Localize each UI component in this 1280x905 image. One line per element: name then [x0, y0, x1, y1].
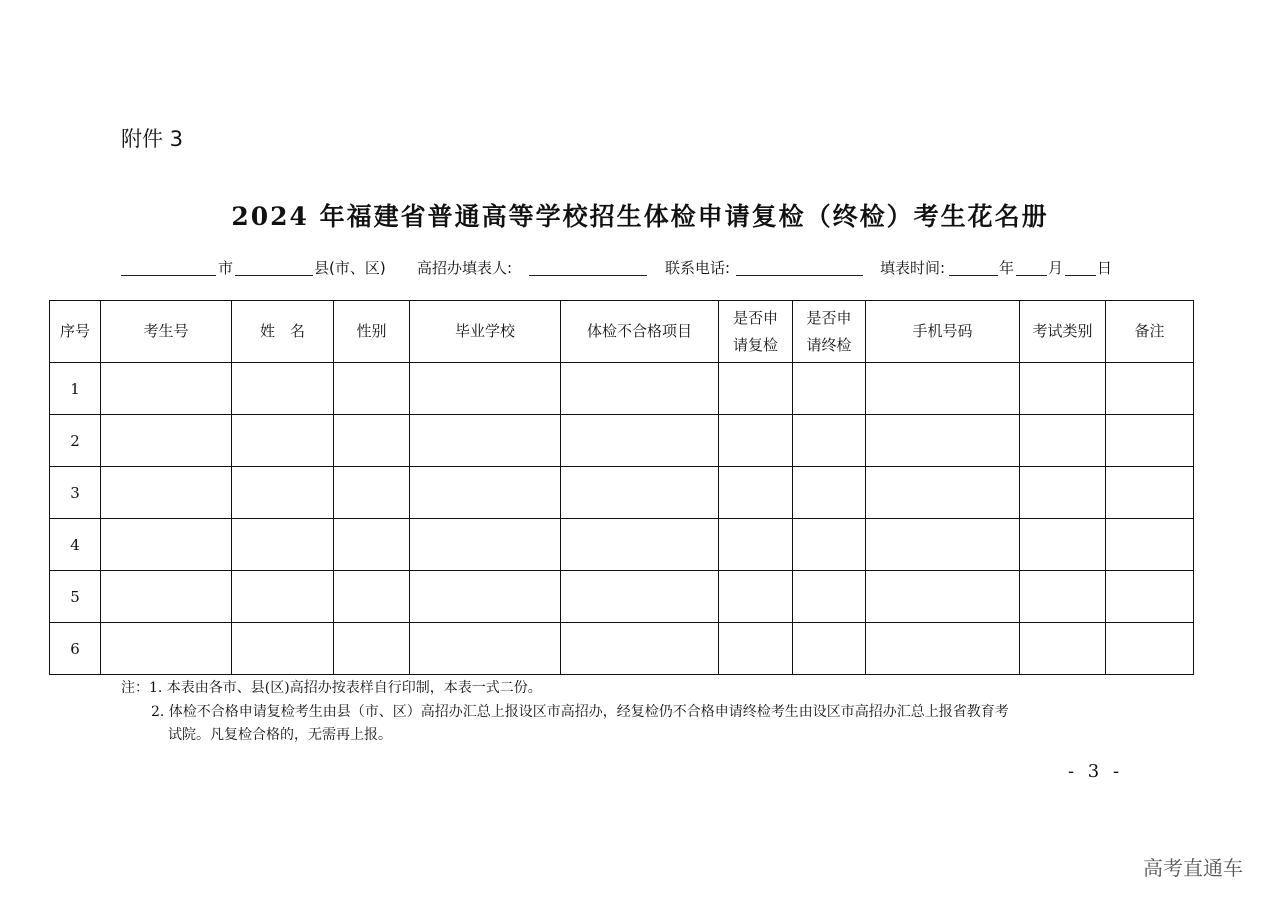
- cell-apply-final: [793, 623, 866, 675]
- fill-in-row: [121, 255, 1131, 279]
- row-number: 3: [50, 467, 101, 519]
- cell-gender: [334, 363, 410, 415]
- cell-apply-final: [793, 467, 866, 519]
- cell-exam-number: [101, 519, 232, 571]
- county-blank: [235, 275, 313, 276]
- cell-school: [410, 363, 561, 415]
- row-number: 2: [50, 415, 101, 467]
- header-apply-final-line2: 请终检: [806, 335, 852, 354]
- day-blank: [1065, 275, 1096, 276]
- row-number: 1: [50, 363, 101, 415]
- table-row: [50, 415, 1194, 467]
- cell-apply-final: [793, 519, 866, 571]
- cell-failed-items: [561, 571, 719, 623]
- cell-apply-final: [793, 363, 866, 415]
- note-1: 注：1. 本表由各市、县(区)高招办按表样自行印制，本表一式二份。: [121, 680, 542, 696]
- cell-gender: [334, 415, 410, 467]
- table-row: [50, 467, 1194, 519]
- month-blank: [1016, 275, 1047, 276]
- cell-exam-number: [101, 571, 232, 623]
- header-exam-type: 考试类别: [1020, 301, 1106, 363]
- header-failed-items: 体检不合格项目: [561, 301, 719, 363]
- cell-remarks: [1106, 623, 1194, 675]
- cell-remarks: [1106, 571, 1194, 623]
- row-number: 5: [50, 571, 101, 623]
- header-apply-recheck: [719, 301, 793, 363]
- header-apply-final: [793, 301, 866, 363]
- cell-exam-number: [101, 467, 232, 519]
- cell-phone: [866, 363, 1020, 415]
- note-2-line1: 2. 体检不合格申请复检考生由县（市、区）高招办汇总上报设区市高招办，经复检仍不合格申请终检考生由设区市高招办汇总上报省教育考: [151, 704, 1009, 720]
- table-row: [50, 363, 1194, 415]
- cell-name: [232, 571, 334, 623]
- cell-name: [232, 519, 334, 571]
- county-suffix: 县(市、区): [314, 259, 386, 277]
- header-remarks: 备注: [1106, 301, 1194, 363]
- cell-remarks: [1106, 363, 1194, 415]
- cell-name: [232, 415, 334, 467]
- cell-gender: [334, 519, 410, 571]
- cell-apply-recheck: [719, 623, 793, 675]
- attachment-label: 附件 3: [121, 127, 184, 151]
- cell-gender: [334, 571, 410, 623]
- cell-phone: [866, 415, 1020, 467]
- cell-exam-type: [1020, 467, 1106, 519]
- document-title: 2024 年福建省普通高等学校招生体检申请复检（终检）考生花名册: [231, 202, 1049, 231]
- cell-exam-number: [101, 415, 232, 467]
- note-2-line2: 试院。凡复检合格的，无需再上报。: [168, 727, 392, 743]
- city-suffix: 市: [218, 259, 234, 277]
- cell-failed-items: [561, 623, 719, 675]
- phone-blank: [736, 275, 863, 276]
- roster-table: [49, 300, 1194, 675]
- header-name: 姓 名: [232, 301, 334, 363]
- header-gender: 性别: [334, 301, 410, 363]
- watermark: 高考直通车: [1143, 856, 1243, 880]
- cell-phone: [866, 519, 1020, 571]
- cell-phone: [866, 571, 1020, 623]
- cell-name: [232, 363, 334, 415]
- cell-exam-type: [1020, 623, 1106, 675]
- filler-blank: [529, 275, 647, 276]
- cell-apply-recheck: [719, 519, 793, 571]
- cell-apply-recheck: [719, 467, 793, 519]
- cell-failed-items: [561, 519, 719, 571]
- cell-apply-recheck: [719, 571, 793, 623]
- cell-failed-items: [561, 467, 719, 519]
- phone-label: 联系电话:: [665, 259, 731, 277]
- cell-apply-recheck: [719, 415, 793, 467]
- table-row: [50, 519, 1194, 571]
- cell-name: [232, 623, 334, 675]
- cell-remarks: [1106, 519, 1194, 571]
- cell-school: [410, 519, 561, 571]
- cell-school: [410, 415, 561, 467]
- cell-remarks: [1106, 467, 1194, 519]
- cell-phone: [866, 467, 1020, 519]
- cell-school: [410, 571, 561, 623]
- cell-exam-type: [1020, 363, 1106, 415]
- cell-gender: [334, 623, 410, 675]
- header-phone: 手机号码: [866, 301, 1020, 363]
- month-suffix: 月: [1048, 259, 1064, 277]
- header-serial: 序号: [50, 301, 101, 363]
- cell-exam-number: [101, 363, 232, 415]
- row-number: 6: [50, 623, 101, 675]
- city-blank: [121, 275, 216, 276]
- cell-school: [410, 467, 561, 519]
- page-number: - 3 -: [1068, 761, 1124, 782]
- cell-exam-type: [1020, 519, 1106, 571]
- cell-name: [232, 467, 334, 519]
- header-row: [50, 301, 1194, 363]
- cell-apply-final: [793, 415, 866, 467]
- header-apply-recheck-line2: 请复检: [732, 335, 778, 354]
- year-blank: [949, 275, 998, 276]
- date-label: 填表时间:: [880, 259, 946, 277]
- header-apply-final-line1: 是否申: [806, 308, 852, 327]
- cell-remarks: [1106, 415, 1194, 467]
- cell-exam-type: [1020, 415, 1106, 467]
- header-school: 毕业学校: [410, 301, 561, 363]
- cell-failed-items: [561, 363, 719, 415]
- header-apply-recheck-line1: 是否申: [732, 308, 778, 327]
- filler-label: 高招办填表人:: [417, 259, 513, 277]
- header-exam-number: 考生号: [101, 301, 232, 363]
- cell-apply-final: [793, 571, 866, 623]
- day-suffix: 日: [1097, 259, 1113, 277]
- table-row: [50, 571, 1194, 623]
- cell-exam-number: [101, 623, 232, 675]
- cell-apply-recheck: [719, 363, 793, 415]
- table-row: [50, 623, 1194, 675]
- cell-phone: [866, 623, 1020, 675]
- year-suffix: 年: [999, 259, 1015, 277]
- cell-failed-items: [561, 415, 719, 467]
- cell-gender: [334, 467, 410, 519]
- cell-school: [410, 623, 561, 675]
- cell-exam-type: [1020, 571, 1106, 623]
- row-number: 4: [50, 519, 101, 571]
